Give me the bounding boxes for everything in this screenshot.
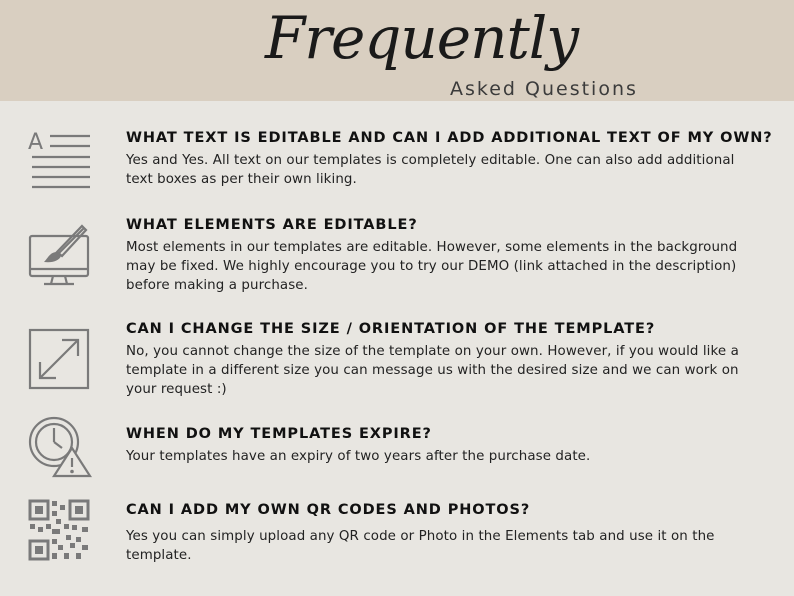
faq-question: WHAT ELEMENTS ARE EDITABLE?	[126, 217, 418, 233]
subtitle: Asked Questions	[450, 78, 638, 100]
faq-answer: Your templates have an expiry of two years after the purchase date.	[126, 449, 591, 464]
faq-question: WHEN DO MY TEMPLATES EXPIRE?	[126, 426, 432, 442]
clock-warning-icon	[26, 414, 92, 480]
text-lines-icon	[26, 126, 92, 192]
svg-text:A: A	[28, 130, 44, 155]
header-band	[0, 0, 794, 101]
faq-answer: Yes and Yes. All text on our templates is completely editable. One can also add additional text boxes as per their own liking.	[126, 153, 735, 187]
faq-question: CAN I CHANGE THE SIZE / ORIENTATION OF THE TEMPLATE?	[126, 321, 656, 337]
monitor-paintbrush-icon	[26, 224, 92, 290]
faq-question: CAN I ADD MY OWN QR CODES AND PHOTOS?	[126, 502, 531, 518]
qr-code-icon	[26, 497, 92, 563]
faq-answer: No, you cannot change the size of the template on your own. However, if you would like a template in a different size you can message us with the desired size and we can work on your request :)	[126, 344, 739, 397]
resize-arrows-icon	[26, 326, 92, 392]
faq-answer: Yes you can simply upload any QR code or Photo in the Elements tab and use it on the template.	[126, 529, 715, 563]
faq-question: WHAT TEXT IS EDITABLE AND CAN I ADD ADDITIONAL TEXT OF MY OWN?	[126, 130, 773, 146]
script-title: Frequently	[265, 4, 579, 72]
faq-answer: Most elements in our templates are editable. However, some elements in the background may be fixed. We highly encourage you to try our DEMO (link attached in the description) before making a purchase.	[126, 240, 738, 293]
